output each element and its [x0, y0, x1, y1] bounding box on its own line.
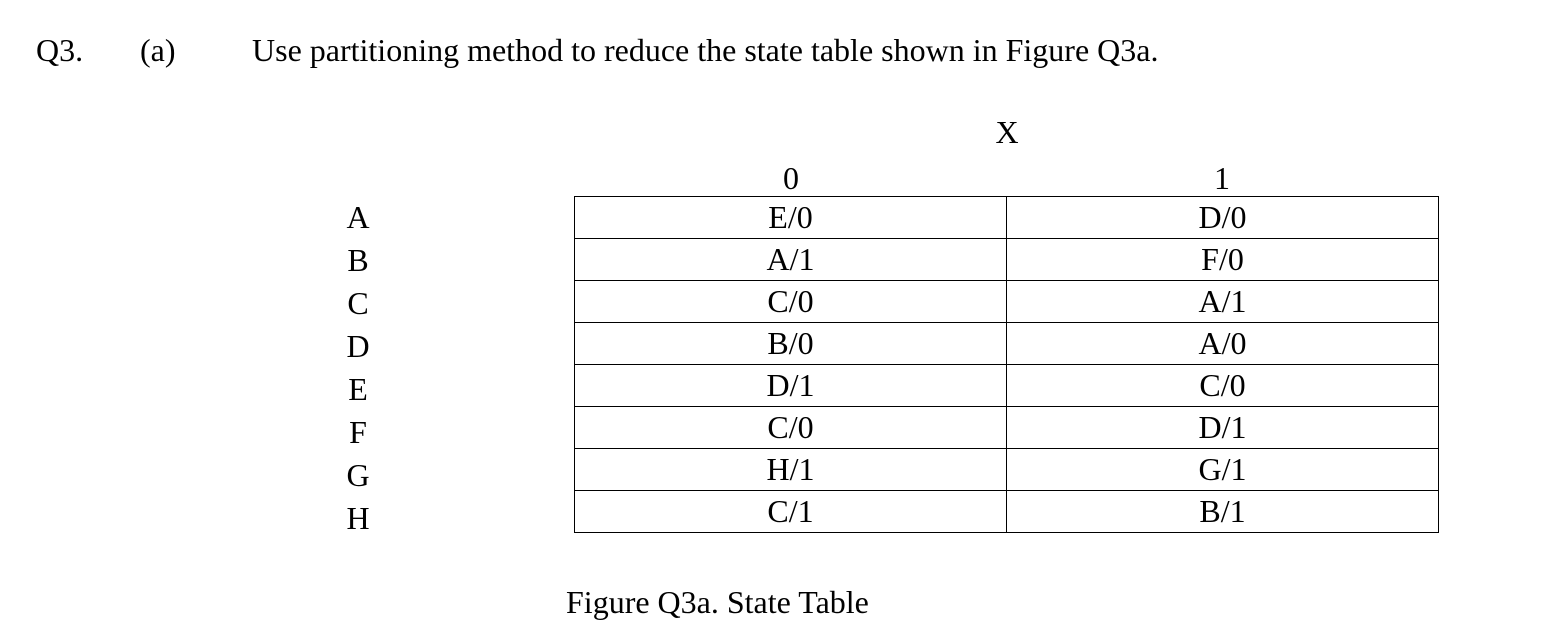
next-state-cell-x0: A/1: [575, 239, 1007, 281]
state-label: H: [346, 500, 370, 536]
state-label: B: [347, 242, 369, 278]
state-table: [574, 196, 1439, 533]
next-state-cell-x0: H/1: [575, 449, 1007, 491]
table-row: [575, 239, 1439, 281]
next-state-cell-x0: D/1: [575, 365, 1007, 407]
state-label: A: [346, 199, 370, 235]
table-row: [575, 365, 1439, 407]
table-row: [575, 197, 1439, 239]
table-row: [575, 491, 1439, 533]
table-row: [575, 407, 1439, 449]
table-row: [575, 323, 1439, 365]
column-header-0: 0: [783, 160, 799, 196]
next-state-cell-x1: A/1: [1007, 281, 1439, 323]
state-label: E: [348, 371, 368, 407]
next-state-cell-x1: A/0: [1007, 323, 1439, 365]
next-state-cell-x0: C/1: [575, 491, 1007, 533]
next-state-cell-x1: D/0: [1007, 197, 1439, 239]
next-state-cell-x1: F/0: [1007, 239, 1439, 281]
next-state-cell-x1: G/1: [1007, 449, 1439, 491]
next-state-cell-x1: C/0: [1007, 365, 1439, 407]
next-state-cell-x1: B/1: [1007, 491, 1439, 533]
input-variable-label: X: [995, 114, 1019, 150]
next-state-cell-x1: D/1: [1007, 407, 1439, 449]
next-state-cell-x0: C/0: [575, 281, 1007, 323]
column-header-1: 1: [1214, 160, 1230, 196]
table-row: [575, 449, 1439, 491]
state-label: D: [346, 328, 370, 364]
next-state-cell-x0: B/0: [575, 323, 1007, 365]
question-text: Use partitioning method to reduce the state table shown in Figure Q3a.: [252, 32, 1159, 68]
question-part: (a): [140, 32, 176, 68]
next-state-cell-x0: C/0: [575, 407, 1007, 449]
question-number: Q3.: [36, 32, 84, 68]
figure-caption: Figure Q3a. State Table: [566, 584, 869, 620]
state-label: C: [347, 285, 369, 321]
state-labels: [330, 196, 386, 540]
state-label: G: [346, 457, 370, 493]
table-row: [575, 281, 1439, 323]
state-label: F: [349, 414, 367, 450]
next-state-cell-x0: E/0: [575, 197, 1007, 239]
